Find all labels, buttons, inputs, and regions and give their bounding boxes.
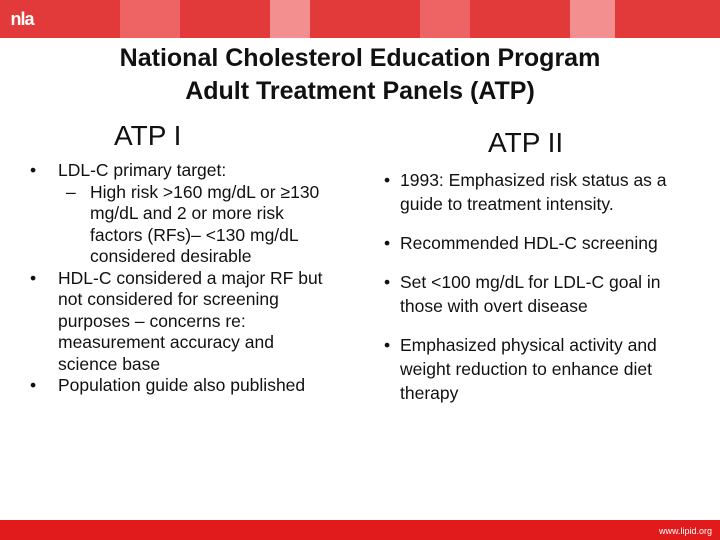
atp1-heading: ATP I [114, 120, 182, 151]
bullet-icon: • [30, 375, 37, 395]
bullet-icon: • [30, 160, 37, 180]
bullet-icon: • [384, 233, 391, 253]
list-item [384, 231, 704, 255]
title-line-1: National Cholesterol Education Program [119, 44, 601, 72]
slide-title [0, 42, 720, 108]
sub-bullet-text: High risk >160 mg/dL or ≥130 mg/dL and 2 or more risk factors (RFs)– <130 mg/dL considered desirable [90, 181, 320, 266]
bullet-icon: • [384, 335, 391, 355]
bullet-text: Set <100 mg/dL for LDL-C goal in those with overt disease [400, 272, 661, 316]
atp2-bullet-list [384, 168, 704, 420]
atp1-bullet-list [30, 160, 330, 397]
bullet-icon: • [384, 170, 391, 190]
atp2-heading: ATP II [488, 127, 564, 158]
bullet-text: 1993: Emphasized risk status as a guide to treatment intensity. [400, 170, 667, 214]
bullet-icon: • [30, 267, 37, 288]
list-item [30, 160, 330, 268]
bullet-icon: • [384, 272, 391, 292]
list-item [30, 268, 330, 376]
list-item [30, 375, 330, 397]
footer-bar [0, 520, 720, 540]
list-item [384, 270, 704, 318]
list-item [384, 333, 704, 405]
footer-url: www.lipid.org [658, 526, 712, 536]
header-banner [0, 0, 720, 38]
bullet-text: Population guide also published [58, 375, 306, 395]
bullet-text: LDL-C primary target: [58, 160, 227, 180]
sub-list-item [30, 182, 330, 268]
bullet-text: Recommended HDL-C screening [400, 233, 658, 253]
list-item [384, 168, 704, 216]
bullet-text: HDL-C considered a major RF but not considered for screening purposes – concerns re: measurement accuracy and science base [58, 267, 323, 374]
nla-logo: nla [10, 9, 34, 29]
bullet-text: Emphasized physical activity and weight reduction to enhance diet therapy [400, 335, 657, 403]
dash-icon: – [66, 181, 76, 202]
title-line-2: Adult Treatment Panels (ATP) [185, 77, 535, 105]
